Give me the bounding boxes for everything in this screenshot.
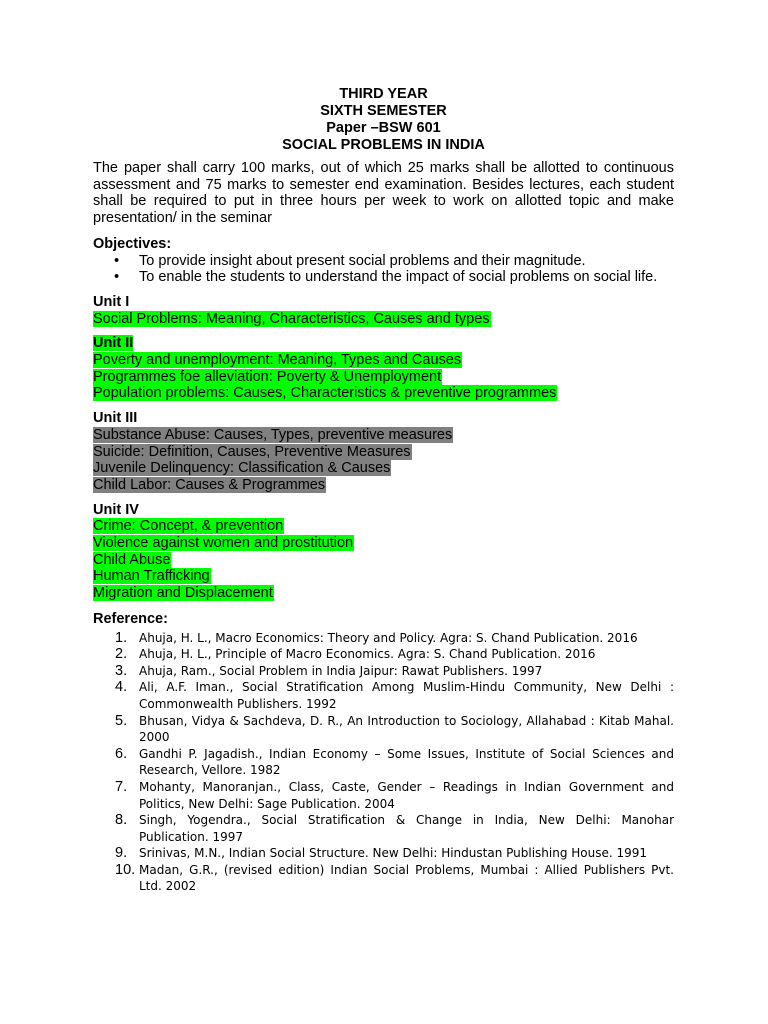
objective-item [93, 253, 674, 270]
semester-heading: SIXTH SEMESTER [320, 103, 447, 119]
unit-topic: Violence against women and prostitution [93, 535, 354, 552]
year-heading: THIRD YEAR [339, 86, 428, 102]
reference-item: 2. Ahuja, H. L., Principle of Macro Economics. Agra: S. Chand Publication. 2016 [115, 646, 596, 663]
objective-text: To enable the students to understand the impact of social problems on social life. [139, 269, 658, 286]
document-header [93, 86, 674, 154]
reference-item: 4. Ali, A.F. Iman., Social Stratification Among Muslim-Hindu Community, New Delhi : Commonwealth Publishers. 1992 [115, 679, 674, 711]
unit-4-title: Unit IV [93, 501, 139, 518]
unit-topic: Substance Abuse: Causes, Types, preventive measures [93, 426, 453, 443]
objectives-list [93, 253, 674, 286]
reference-item: 5. Bhusan, Vidya & Sachdeva, D. R., An Introduction to Sociology, Allahabad : Kitab Mahal. 2000 [115, 712, 674, 745]
bullet-icon: • [114, 269, 120, 286]
unit-topic: Juvenile Delinquency: Classification & Causes [93, 460, 391, 477]
unit-3-title: Unit III [93, 410, 138, 427]
unit-topic: Poverty and unemployment: Meaning, Types and Causes [93, 352, 462, 369]
reference-item: 1. Ahuja, H. L., Macro Economics: Theory and Policy. Agra: S. Chand Publication. 2016 [115, 629, 638, 646]
intro-paragraph: The paper shall carry 100 marks, out of which 25 marks shall be allotted to continuous assessment and 75 marks to semester end examination. Besides lectures, each student shall be required to put in three hours per week to work on allotted topic and make presentation/ in the seminar [93, 160, 674, 227]
reference-item: 8. Singh, Yogendra., Social Stratification & Change in India, New Delhi: Manohar Publication. 1997 [115, 812, 674, 844]
syllabus-content [93, 86, 674, 895]
unit-1 [93, 294, 674, 327]
reference-item: 3. Ahuja, Ram., Social Problem in India Jaipur: Rawat Publishers. 1997 [115, 662, 543, 679]
references-section [93, 611, 674, 895]
objective-text: To provide insight about present social problems and their magnitude. [139, 252, 586, 269]
paper-title-heading: SOCIAL PROBLEMS IN INDIA [282, 137, 485, 153]
unit-topic: Crime: Concept, & prevention [93, 518, 284, 535]
references-title: Reference: [93, 610, 168, 627]
unit-2-title: Unit II [93, 335, 134, 352]
unit-topic: Child Labor: Causes & Programmes [93, 476, 326, 493]
unit-topic: Migration and Displacement [93, 585, 273, 602]
unit-topic: Human Trafficking [93, 568, 210, 585]
reference-item: 7. Mohanty, Manoranjan., Class, Caste, Gender – Readings in Indian Government and Politics, New Delhi: Sage Publication. 2004 [115, 778, 674, 811]
unit-1-title: Unit I [93, 293, 130, 310]
objectives-section [93, 236, 674, 286]
unit-topic: Programmes foe alleviation: Poverty & Unemployment [93, 368, 442, 385]
reference-item: 9. Srinivas, M.N., Indian Social Structure. New Delhi: Hindustan Publishing House. 1991 [115, 845, 648, 862]
unit-topic: Child Abuse [93, 551, 171, 568]
reference-item: 6. Gandhi P. Jagadish., Indian Economy – Some Issues, Institute of Social Sciences and Research, Vellore. 1982 [115, 745, 674, 778]
unit-topic: Social Problems: Meaning, Characteristics, Causes and types [93, 310, 490, 327]
bullet-icon: • [114, 252, 120, 269]
unit-topic: Suicide: Definition, Causes, Preventive Measures [93, 443, 411, 460]
reference-item: 10. Madan, G.R., (revised edition) Indian Social Problems, Mumbai : Allied Publishers Pvt. Ltd. 2002 [115, 861, 674, 894]
unit-4 [93, 502, 674, 602]
references-list [93, 630, 674, 896]
unit-3 [93, 410, 674, 494]
objective-item [93, 269, 674, 286]
paper-code-heading: Paper –BSW 601 [326, 120, 441, 136]
objectives-title: Objectives: [93, 235, 172, 252]
unit-2 [93, 335, 674, 402]
unit-topic: Population problems: Causes, Characteristics & preventive programmes [93, 385, 557, 402]
